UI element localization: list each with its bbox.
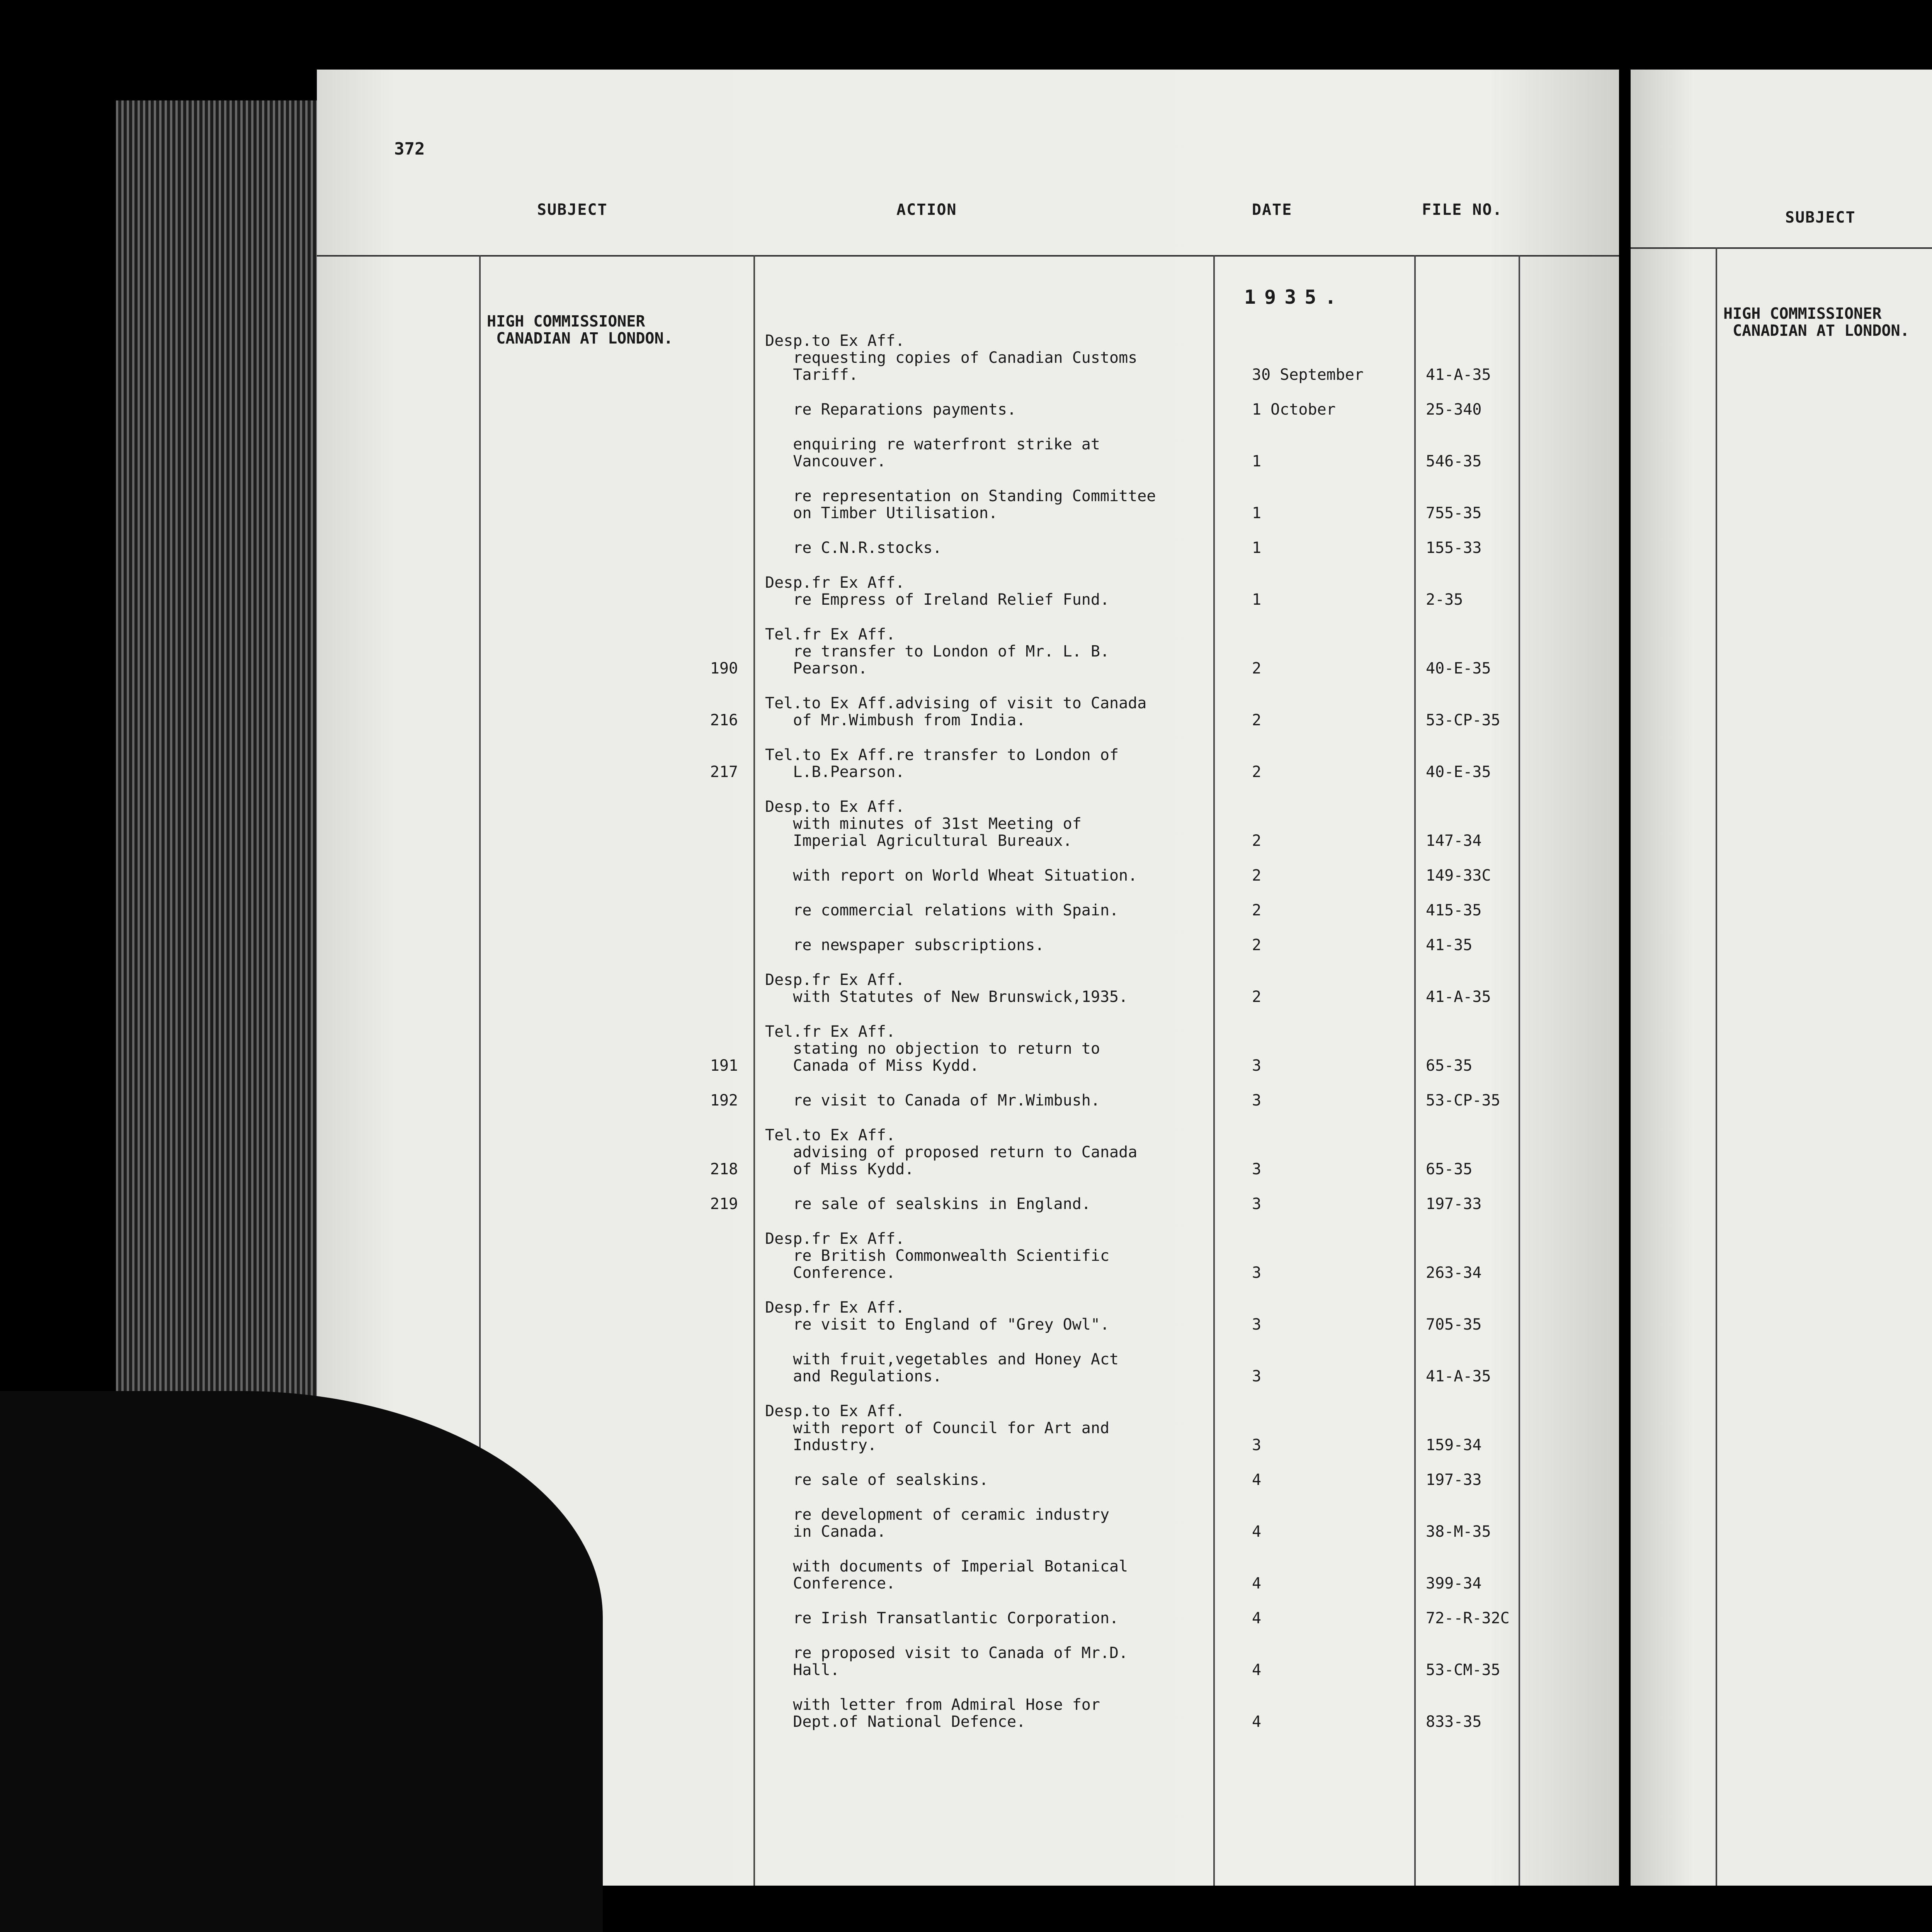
entry-file-no: 705-35 xyxy=(1426,1316,1482,1333)
entry-file-no: 197-33 xyxy=(1426,1471,1482,1489)
entry-number: 218 xyxy=(710,1160,738,1178)
column-rule xyxy=(1716,247,1717,1886)
entry-date: 1 xyxy=(1252,504,1262,522)
entry-action: enquiring re waterfront strike at Vancouver. xyxy=(793,435,1100,470)
entry-file-no: 53-CM-35 xyxy=(1426,1661,1500,1679)
entry-action: Tel.to Ex Aff.advising of visit to Canada of Mr.Wimbush from India. xyxy=(765,694,1147,729)
header-action: ACTION xyxy=(896,201,957,219)
entry-number: 190 xyxy=(710,660,738,677)
entry-action: re representation on Standing Committee on Timber Utilisation. xyxy=(793,487,1156,522)
entry-action: re newspaper subscriptions. xyxy=(765,936,1044,954)
page-holder-shadow xyxy=(0,1391,603,1932)
entry-action: re proposed visit to Canada of Mr.D. Hall. xyxy=(793,1644,1128,1679)
entry-date: 2 xyxy=(1252,901,1262,919)
entry-action: Tel.to Ex Aff. advising of proposed return to Canada of Miss Kydd. xyxy=(765,1126,1138,1178)
entry-file-no: 2-35 xyxy=(1426,591,1463,609)
header-rule xyxy=(1631,247,1932,249)
entry-action: with fruit,vegetables and Honey Act and Regulations. xyxy=(793,1350,1119,1385)
entry-date: 2 xyxy=(1252,936,1262,954)
entry-date: 4 xyxy=(1252,1713,1262,1731)
entry-date: 4 xyxy=(1252,1471,1262,1489)
entry-action: re C.N.R.stocks. xyxy=(765,539,942,557)
entry-file-no: 25-340 xyxy=(1426,401,1482,418)
entry-action: Desp.to Ex Aff. requesting copies of Canadian Customs Tariff. xyxy=(765,332,1138,384)
entry-file-no: 53-CP-35 xyxy=(1426,1092,1500,1109)
entry-file-no: 546-35 xyxy=(1426,452,1482,470)
entry-action: Tel.fr Ex Aff. stating no objection to return to Canada of Miss Kydd. xyxy=(765,1023,1100,1075)
subject-entry: HIGH COMMISSIONER CANADIAN AT LONDON. xyxy=(1723,305,1910,340)
header-rule xyxy=(317,255,1619,257)
entry-date: 3 xyxy=(1252,1195,1262,1213)
entry-action: re sale of sealskins. xyxy=(765,1471,988,1489)
entry-file-no: 263-34 xyxy=(1426,1264,1482,1282)
entry-file-no: 41-A-35 xyxy=(1426,366,1491,384)
entry-action: Desp.to Ex Aff. with report of Council for Art and Industry. xyxy=(765,1402,1110,1454)
entry-file-no: 149-33C xyxy=(1426,867,1491,884)
entry-date: 1 xyxy=(1252,539,1262,557)
entry-number: 191 xyxy=(710,1057,738,1075)
entry-date: 2 xyxy=(1252,832,1262,850)
entry-file-no: 399-34 xyxy=(1426,1575,1482,1592)
entry-date: 2 xyxy=(1252,988,1262,1006)
entry-file-no: 755-35 xyxy=(1426,504,1482,522)
entry-date: 2 xyxy=(1252,660,1262,677)
entry-file-no: 72--R-32C xyxy=(1426,1609,1510,1627)
header-subject: SUBJECT xyxy=(537,201,608,219)
right-ledger-page xyxy=(1631,70,1932,1886)
entry-number: 219 xyxy=(710,1195,738,1213)
entry-number: 216 xyxy=(710,711,738,729)
entry-file-no: 41-35 xyxy=(1426,936,1473,954)
entry-action: re Reparations payments. xyxy=(765,401,1017,418)
column-rule xyxy=(1519,255,1520,1886)
entry-action: Desp.fr Ex Aff. with Statutes of New Brunswick,1935. xyxy=(765,971,1128,1006)
entry-number: 192 xyxy=(710,1092,738,1109)
entry-date: 4 xyxy=(1252,1609,1262,1627)
entry-file-no: 155-33 xyxy=(1426,539,1482,557)
entry-date: 3 xyxy=(1252,1367,1262,1385)
entry-date: 3 xyxy=(1252,1160,1262,1178)
entry-action: with letter from Admiral Hose for Dept.of National Defence. xyxy=(793,1696,1100,1731)
entry-date: 30 September xyxy=(1252,366,1364,384)
entry-file-no: 159-34 xyxy=(1426,1436,1482,1454)
entry-action: re sale of sealskins in England. xyxy=(765,1195,1091,1213)
entry-file-no: 197-33 xyxy=(1426,1195,1482,1213)
entry-date: 1 October xyxy=(1252,401,1336,418)
entry-file-no: 65-35 xyxy=(1426,1160,1473,1178)
entry-date: 3 xyxy=(1252,1057,1262,1075)
entry-file-no: 147-34 xyxy=(1426,832,1482,850)
entry-date: 1 xyxy=(1252,591,1262,609)
header-subject: SUBJECT xyxy=(1785,209,1856,226)
entry-file-no: 53-CP-35 xyxy=(1426,711,1500,729)
entry-file-no: 40-E-35 xyxy=(1426,660,1491,677)
entry-action: Desp.fr Ex Aff. re Empress of Ireland Relief Fund. xyxy=(765,574,1110,609)
entry-action: Desp.to Ex Aff. with minutes of 31st Meeting of Imperial Agricultural Bureaux. xyxy=(765,798,1082,850)
entry-action: re development of ceramic industry in Canada. xyxy=(793,1506,1110,1541)
entry-file-no: 40-E-35 xyxy=(1426,763,1491,781)
entry-date: 2 xyxy=(1252,711,1262,729)
entry-file-no: 41-A-35 xyxy=(1426,1367,1491,1385)
entry-action: Tel.to Ex Aff.re transfer to London of L.B.Pearson. xyxy=(765,746,1119,781)
column-rule xyxy=(1414,255,1416,1886)
entry-action: Desp.fr Ex Aff. re British Commonwealth Scientific Conference. xyxy=(765,1230,1110,1282)
entry-number: 217 xyxy=(710,763,738,781)
entry-date: 3 xyxy=(1252,1092,1262,1109)
entry-file-no: 65-35 xyxy=(1426,1057,1473,1075)
entry-file-no: 833-35 xyxy=(1426,1713,1482,1731)
entry-action: re commercial relations with Spain. xyxy=(765,901,1119,919)
entry-date: 4 xyxy=(1252,1523,1262,1541)
entry-action: with report on World Wheat Situation. xyxy=(765,867,1138,884)
header-date: DATE xyxy=(1252,201,1293,219)
entry-file-no: 415-35 xyxy=(1426,901,1482,919)
column-rule xyxy=(1213,255,1215,1886)
entry-date: 4 xyxy=(1252,1661,1262,1679)
entry-action: Tel.fr Ex Aff. re transfer to London of Mr. L. B. Pearson. xyxy=(765,626,1110,677)
entry-file-no: 41-A-35 xyxy=(1426,988,1491,1006)
entry-date: 3 xyxy=(1252,1264,1262,1282)
entry-action: with documents of Imperial Botanical Conference. xyxy=(793,1558,1128,1592)
entry-action: re Irish Transatlantic Corporation. xyxy=(765,1609,1119,1627)
page-number: 372 xyxy=(394,139,425,159)
entry-action: Desp.fr Ex Aff. re visit to England of "Grey Owl". xyxy=(765,1299,1110,1333)
entry-file-no: 38-M-35 xyxy=(1426,1523,1491,1541)
column-rule xyxy=(753,255,755,1886)
header-file-no: FILE NO. xyxy=(1422,201,1503,219)
entry-action: re visit to Canada of Mr.Wimbush. xyxy=(765,1092,1100,1109)
year-heading: 1935. xyxy=(1244,286,1345,308)
entry-date: 2 xyxy=(1252,763,1262,781)
entry-date: 3 xyxy=(1252,1436,1262,1454)
entry-date: 4 xyxy=(1252,1575,1262,1592)
entry-date: 3 xyxy=(1252,1316,1262,1333)
entry-date: 1 xyxy=(1252,452,1262,470)
subject-entry: HIGH COMMISSIONER CANADIAN AT LONDON. xyxy=(487,313,673,347)
entry-date: 2 xyxy=(1252,867,1262,884)
